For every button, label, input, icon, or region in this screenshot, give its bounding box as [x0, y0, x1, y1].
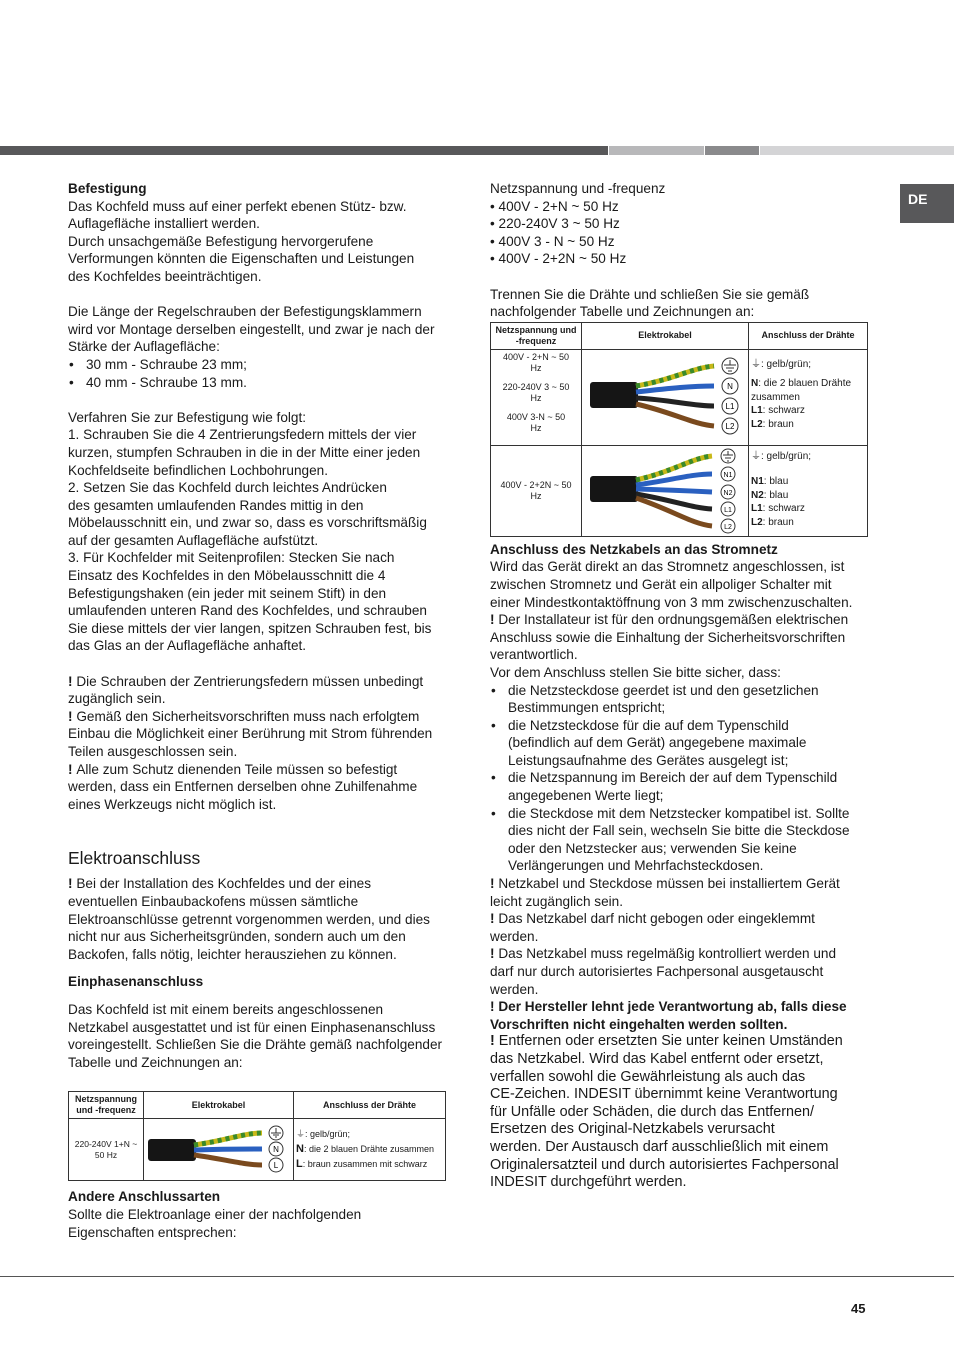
- wire-assignment: ⏚: gelb/grün; N: die 2 blauen Drähte zusammen L: braun zusammen mit schwarz: [294, 1119, 446, 1181]
- text-line: kurzen, stumpfen Schrauben in die in der Mitte einer jeden: [68, 444, 421, 460]
- language-tab: DE: [900, 184, 954, 223]
- warning-icon: !: [490, 999, 499, 1015]
- text-line: Möbelausschnitt ein, und zwar so, dass es vorschriftsmäßig: [68, 515, 427, 531]
- terminal-label: N1: [723, 471, 733, 479]
- warning: [490, 1033, 870, 1191]
- text-line: 2. Setzen Sie das Kochfeld durch leichtes Andrücken: [68, 480, 387, 496]
- table-header: Elektrokabel: [582, 322, 749, 349]
- terminal-label: L2: [725, 421, 735, 431]
- list-item: [490, 805, 870, 875]
- text-line: ! Das Netzkabel muss regelmäßig kontrolliert werden und: [490, 946, 837, 962]
- text-line: zwischen Stromnetz und Gerät ein allpoliger Schalter mit: [490, 576, 832, 592]
- text-line: Tabelle und Zeichnungen an:: [68, 1054, 243, 1070]
- text-line: Backofen, falls nötig, leichter herausziehen zu können.: [68, 946, 397, 962]
- text-line: Einbau die Möglichkeit einer Berührung mit Strom führenden: [68, 726, 433, 742]
- text-line: Sollte die Elektroanlage einer der nachfolgenden: [68, 1206, 362, 1222]
- text-line: ! Der Hersteller lehnt jede Verantwortung ab, falls diese: [490, 999, 847, 1015]
- text-line: auf der gesamten Auflagefläche aufstützt.: [68, 532, 319, 548]
- warning: [68, 708, 448, 761]
- paragraph: [490, 286, 870, 321]
- list-item: • 30 mm - Schraube 23 mm;: [68, 356, 448, 374]
- list-item: • 400V 3 - N ~ 50 Hz: [490, 233, 615, 249]
- text-line: leicht zugänglich sein.: [490, 893, 623, 909]
- text-line: • die Netzsteckdose für die auf dem Typenschild: [508, 717, 789, 733]
- text-line: Das Kochfeld ist mit einem bereits angeschlossenen: [68, 1001, 384, 1017]
- text-line: Teilen ausgeschlossen sein.: [68, 744, 238, 759]
- warning-icon: !: [490, 946, 499, 962]
- bullet-list: [68, 356, 448, 391]
- cable-illustration: [582, 446, 746, 536]
- list-item: [490, 769, 870, 804]
- table-header: Anschluss der Drähte: [749, 322, 868, 349]
- text-line: Anschluss sowie die Einhaltung der Sicherheitsvorschriften: [490, 629, 846, 645]
- text-line: werden, dass ein Entfernen derselben ohne Zuhilfenahme: [68, 779, 418, 795]
- text-line: oder den Netzstecker aus; verwenden Sie keine: [508, 840, 797, 856]
- text-line: das Glas an der Auflagefläche anhaftet.: [68, 638, 307, 654]
- list-item: • 220-240V 3 ~ 50 Hz: [490, 216, 620, 232]
- text-line: CE-Zeichen. INDESIT übernimmt keine Verantwortung: [490, 1086, 838, 1103]
- text-line: verantwortlich.: [490, 647, 578, 663]
- warning-icon: !: [68, 673, 77, 689]
- warning-icon: !: [490, 911, 499, 927]
- cable-drawing: [144, 1119, 294, 1181]
- list-item: [490, 717, 870, 770]
- text-line: INDESIT durchgeführt werden.: [490, 1174, 687, 1191]
- table-header: Elektrokabel: [144, 1092, 294, 1119]
- text-line: das Netzkabel. Wird das Kabel entfernt oder ersetzt,: [490, 1050, 824, 1067]
- paragraph: [68, 409, 448, 655]
- text-line: Bestimmungen entspricht;: [508, 700, 666, 716]
- warning: [68, 761, 448, 814]
- terminal-label: L: [273, 1161, 279, 1171]
- text-line: Eigenschaften entsprechen:: [68, 1224, 237, 1240]
- terminal-label: L1: [724, 506, 732, 514]
- section-heading: Elektroanschluss: [68, 848, 201, 869]
- warning: [68, 875, 448, 963]
- bullet-list: [490, 682, 870, 876]
- header-bar-segment: [0, 146, 608, 155]
- text-line: 1. Schrauben Sie die 4 Zentrierungsfedern mittels der vier: [68, 427, 417, 443]
- text-line: Verfahren Sie zur Befestigung wie folgt:: [68, 409, 307, 425]
- text-line: eventuellen Einbaubackofens müssen sämtliche: [68, 893, 359, 909]
- text-line: für Unfälle oder Schäden, die durch das Entfernen/: [490, 1103, 814, 1120]
- text-line: Durch unsachgemäße Befestigung hervorgerufene: [68, 233, 374, 249]
- voltage-cell: 220-240V 1+N ~ 50 Hz: [69, 1119, 144, 1181]
- text-line: Kochfeldseite befindlichen Lochbohrungen.: [68, 462, 328, 478]
- terminal-label: L2: [724, 523, 732, 531]
- text-line: voreingestellt. Schließen Sie die Drähte gemäß nachfolgender: [68, 1037, 443, 1053]
- text-line: ! Die Schrauben der Zentrierungsfedern müssen unbedingt: [68, 673, 424, 689]
- text-line: werden. Der Austausch darf ausschließlich mit einem: [490, 1138, 829, 1155]
- text-line: Verformungen könnten die Eigenschaften und Leistungen: [68, 251, 415, 267]
- paragraph-title: Netzspannung und -frequenz: [490, 181, 666, 196]
- warning-icon: !: [68, 708, 77, 724]
- text-line: zugänglich sein.: [68, 691, 166, 707]
- voltage-cell: 400V - 2+N ~ 50 Hz 220-240V 3 ~ 50 Hz 400V 3-N ~ 50 Hz: [491, 349, 582, 445]
- warning: [490, 945, 870, 998]
- text-line: angegebenen Werte liegt;: [508, 788, 664, 804]
- text-line: ! Gemäß den Sicherheitsvorschriften muss nach erfolgtem: [68, 708, 420, 724]
- cable-illustration: [582, 350, 746, 444]
- text-line: ! Netzkabel und Steckdose müssen bei installiertem Gerät: [490, 876, 840, 892]
- page-number: 45: [851, 1301, 866, 1316]
- terminal-label: N: [273, 1145, 279, 1155]
- text-line: • die Netzsteckdose geerdet ist und den gesetzlichen: [508, 682, 819, 698]
- list-item: • 400V - 2+N ~ 50 Hz: [490, 198, 619, 214]
- paragraph: [68, 198, 448, 286]
- text-line: Auflagefläche installiert werden.: [68, 216, 260, 232]
- text-line: Originalersatzteil und durch autorisiertes Fachpersonal: [490, 1156, 839, 1173]
- warning-icon: !: [68, 876, 77, 892]
- text-line: • die Steckdose mit dem Netzstecker kompatibel ist. Sollte: [508, 805, 850, 821]
- text-line: Vorschriften nicht eingehalten werden sollten.: [490, 1016, 788, 1032]
- table-header: Netzspannung und -frequenz: [69, 1092, 144, 1119]
- text-line: ! Bei der Installation des Kochfeldes und der eines: [68, 876, 372, 892]
- text-line: dies nicht der Fall sein, wechseln Sie bitte die Steckdose: [508, 823, 850, 839]
- text-line: einer Mindestkontaktöffnung von 3 mm zwischenzuschalten.: [490, 594, 853, 610]
- section-title: Einphasenanschluss: [68, 974, 204, 990]
- text-line: darf nur durch autorisiertes Fachpersonal ausgetauscht: [490, 964, 824, 979]
- text-line: Trennen Sie die Drähte und schließen Sie sie gemäß: [490, 286, 810, 302]
- wire-assignment: ⏚: gelb/grün; N: die 2 blauen Drähte zusammen L1: schwarz L2: braun: [749, 349, 868, 445]
- text-line: Netzkabel ausgestattet und ist für einen Einphasenanschluss: [68, 1019, 436, 1035]
- cable-illustration: [144, 1119, 292, 1179]
- text-line: eines Werkzeugs nicht möglich ist.: [68, 796, 277, 812]
- warning-icon: !: [68, 761, 77, 777]
- text-line: • die Netzspannung im Bereich der auf dem Typenschild: [508, 770, 838, 786]
- paragraph: [68, 1001, 448, 1071]
- text-line: Wird das Gerät direkt an das Stromnetz angeschlossen, ist: [490, 559, 845, 575]
- list-item: [490, 682, 870, 717]
- text-line: Sie diese mittels der vier langen, spitzen Schrauben fest, bis: [68, 620, 432, 636]
- wire-assignment: ⏚: gelb/grün; N1: blau N2: blau L1: schwarz L2: braun: [749, 445, 868, 536]
- text-line: umlaufenden unteren Rand des Kochfeldes, und schrauben: [68, 603, 427, 619]
- paragraph: [68, 303, 448, 356]
- warning-bold: [490, 998, 870, 1033]
- text-line: nachfolgender Tabelle und Zeichnungen an:: [490, 304, 755, 320]
- header-bar-segment: [760, 146, 954, 155]
- text-line: des gesamten umlaufenden Randes mittig in den: [68, 497, 364, 513]
- warning-icon: !: [490, 612, 499, 628]
- text-line: ! Der Installateur ist für den ordnungsgemäßen elektrischen: [490, 612, 849, 628]
- list-item: • 400V - 2+2N ~ 50 Hz: [490, 251, 627, 267]
- text-line: Das Kochfeld muss auf einer perfekt ebenen Stütz- bzw.: [68, 198, 407, 214]
- section-title: Anschluss des Netzkabels an das Stromnetz: [490, 541, 778, 557]
- paragraph: [490, 558, 870, 611]
- text-line: werden.: [490, 928, 539, 944]
- left-column: [68, 180, 448, 1241]
- earth-icon: ⏚: [751, 358, 761, 370]
- warning: [490, 875, 870, 910]
- wiring-table: [68, 1091, 446, 1181]
- header-bar-segment: [609, 146, 704, 155]
- terminal-label: N2: [723, 489, 733, 497]
- text-line: werden.: [490, 981, 539, 997]
- warning-icon: !: [490, 1033, 499, 1050]
- earth-icon: ⏚: [751, 450, 761, 462]
- wiring-table-multi: [490, 322, 868, 537]
- terminal-label: L1: [725, 401, 735, 411]
- warning-icon: !: [490, 876, 499, 892]
- paragraph: [68, 1206, 448, 1241]
- text-line: Leistungsaufnahme des Gerätes ausgelegt ist;: [508, 752, 789, 768]
- header-bar-segment: [705, 146, 759, 155]
- list-item: • 40 mm - Schraube 13 mm.: [68, 374, 448, 392]
- text-line: nicht nur aus Sicherheitsgründen, sondern auch um den: [68, 929, 406, 945]
- section-title: Andere Anschlussarten: [68, 1189, 221, 1205]
- warning: [68, 673, 448, 708]
- text-line: 3. Für Kochfelder mit Seitenprofilen: Stecken Sie nach: [68, 550, 395, 566]
- text-line: Elektroanschlüsse getrennt vorgenommen werden, und dies: [68, 911, 430, 927]
- text-line: Verlängerungen und Mehrfachsteckdosen.: [508, 858, 764, 874]
- paragraph: Vor dem Anschluss stellen Sie bitte sicher, dass:: [490, 664, 781, 680]
- table-header: Anschluss der Drähte: [294, 1092, 446, 1119]
- text-line: verfallen sowohl die Gewährleistung als auch das: [490, 1068, 806, 1085]
- text-line: ! Entfernen oder ersetzten Sie unter keinen Umständen: [490, 1033, 843, 1050]
- warning: [490, 910, 870, 945]
- text-line: Einsatz des Kochfeldes in den Möbelausschnitt die 4: [68, 568, 386, 584]
- warning: [490, 611, 870, 664]
- text-line: Stärke der Auflagefläche:: [68, 339, 220, 355]
- text-line: ! Das Netzkabel darf nicht gebogen oder eingeklemmt: [490, 911, 815, 927]
- text-line: Ersetzen des Original-Netzkabels verursacht: [490, 1121, 775, 1138]
- text-line: Die Länge der Regelschrauben der Befestigungsklammern: [68, 304, 422, 320]
- text-line: (befindlich auf dem Gerät) angegebene maximale: [508, 735, 807, 751]
- cable-drawing: [582, 445, 749, 536]
- section-title: Befestigung: [68, 181, 147, 196]
- right-column: [490, 180, 870, 1192]
- earth-icon: ⏚: [296, 1129, 306, 1140]
- header-bar: [0, 146, 954, 155]
- text-line: wird vor Montage derselben eingestellt, und zwar je nach der: [68, 321, 435, 337]
- table-header: Netzspannung und -frequenz: [491, 322, 582, 349]
- dot-list: [490, 198, 870, 268]
- terminal-label: N: [727, 381, 733, 391]
- text-line: Befestigungshaken (ein jeder mit seinem Stift) in den: [68, 585, 387, 601]
- cable-drawing: [582, 349, 749, 445]
- footer-rule: [0, 1276, 954, 1277]
- voltage-cell: 400V - 2+2N ~ 50 Hz: [491, 445, 582, 536]
- text-line: des Kochfeldes beeinträchtigen.: [68, 268, 262, 284]
- text-line: ! Alle zum Schutz dienenden Teile müssen so befestigt: [68, 761, 398, 777]
